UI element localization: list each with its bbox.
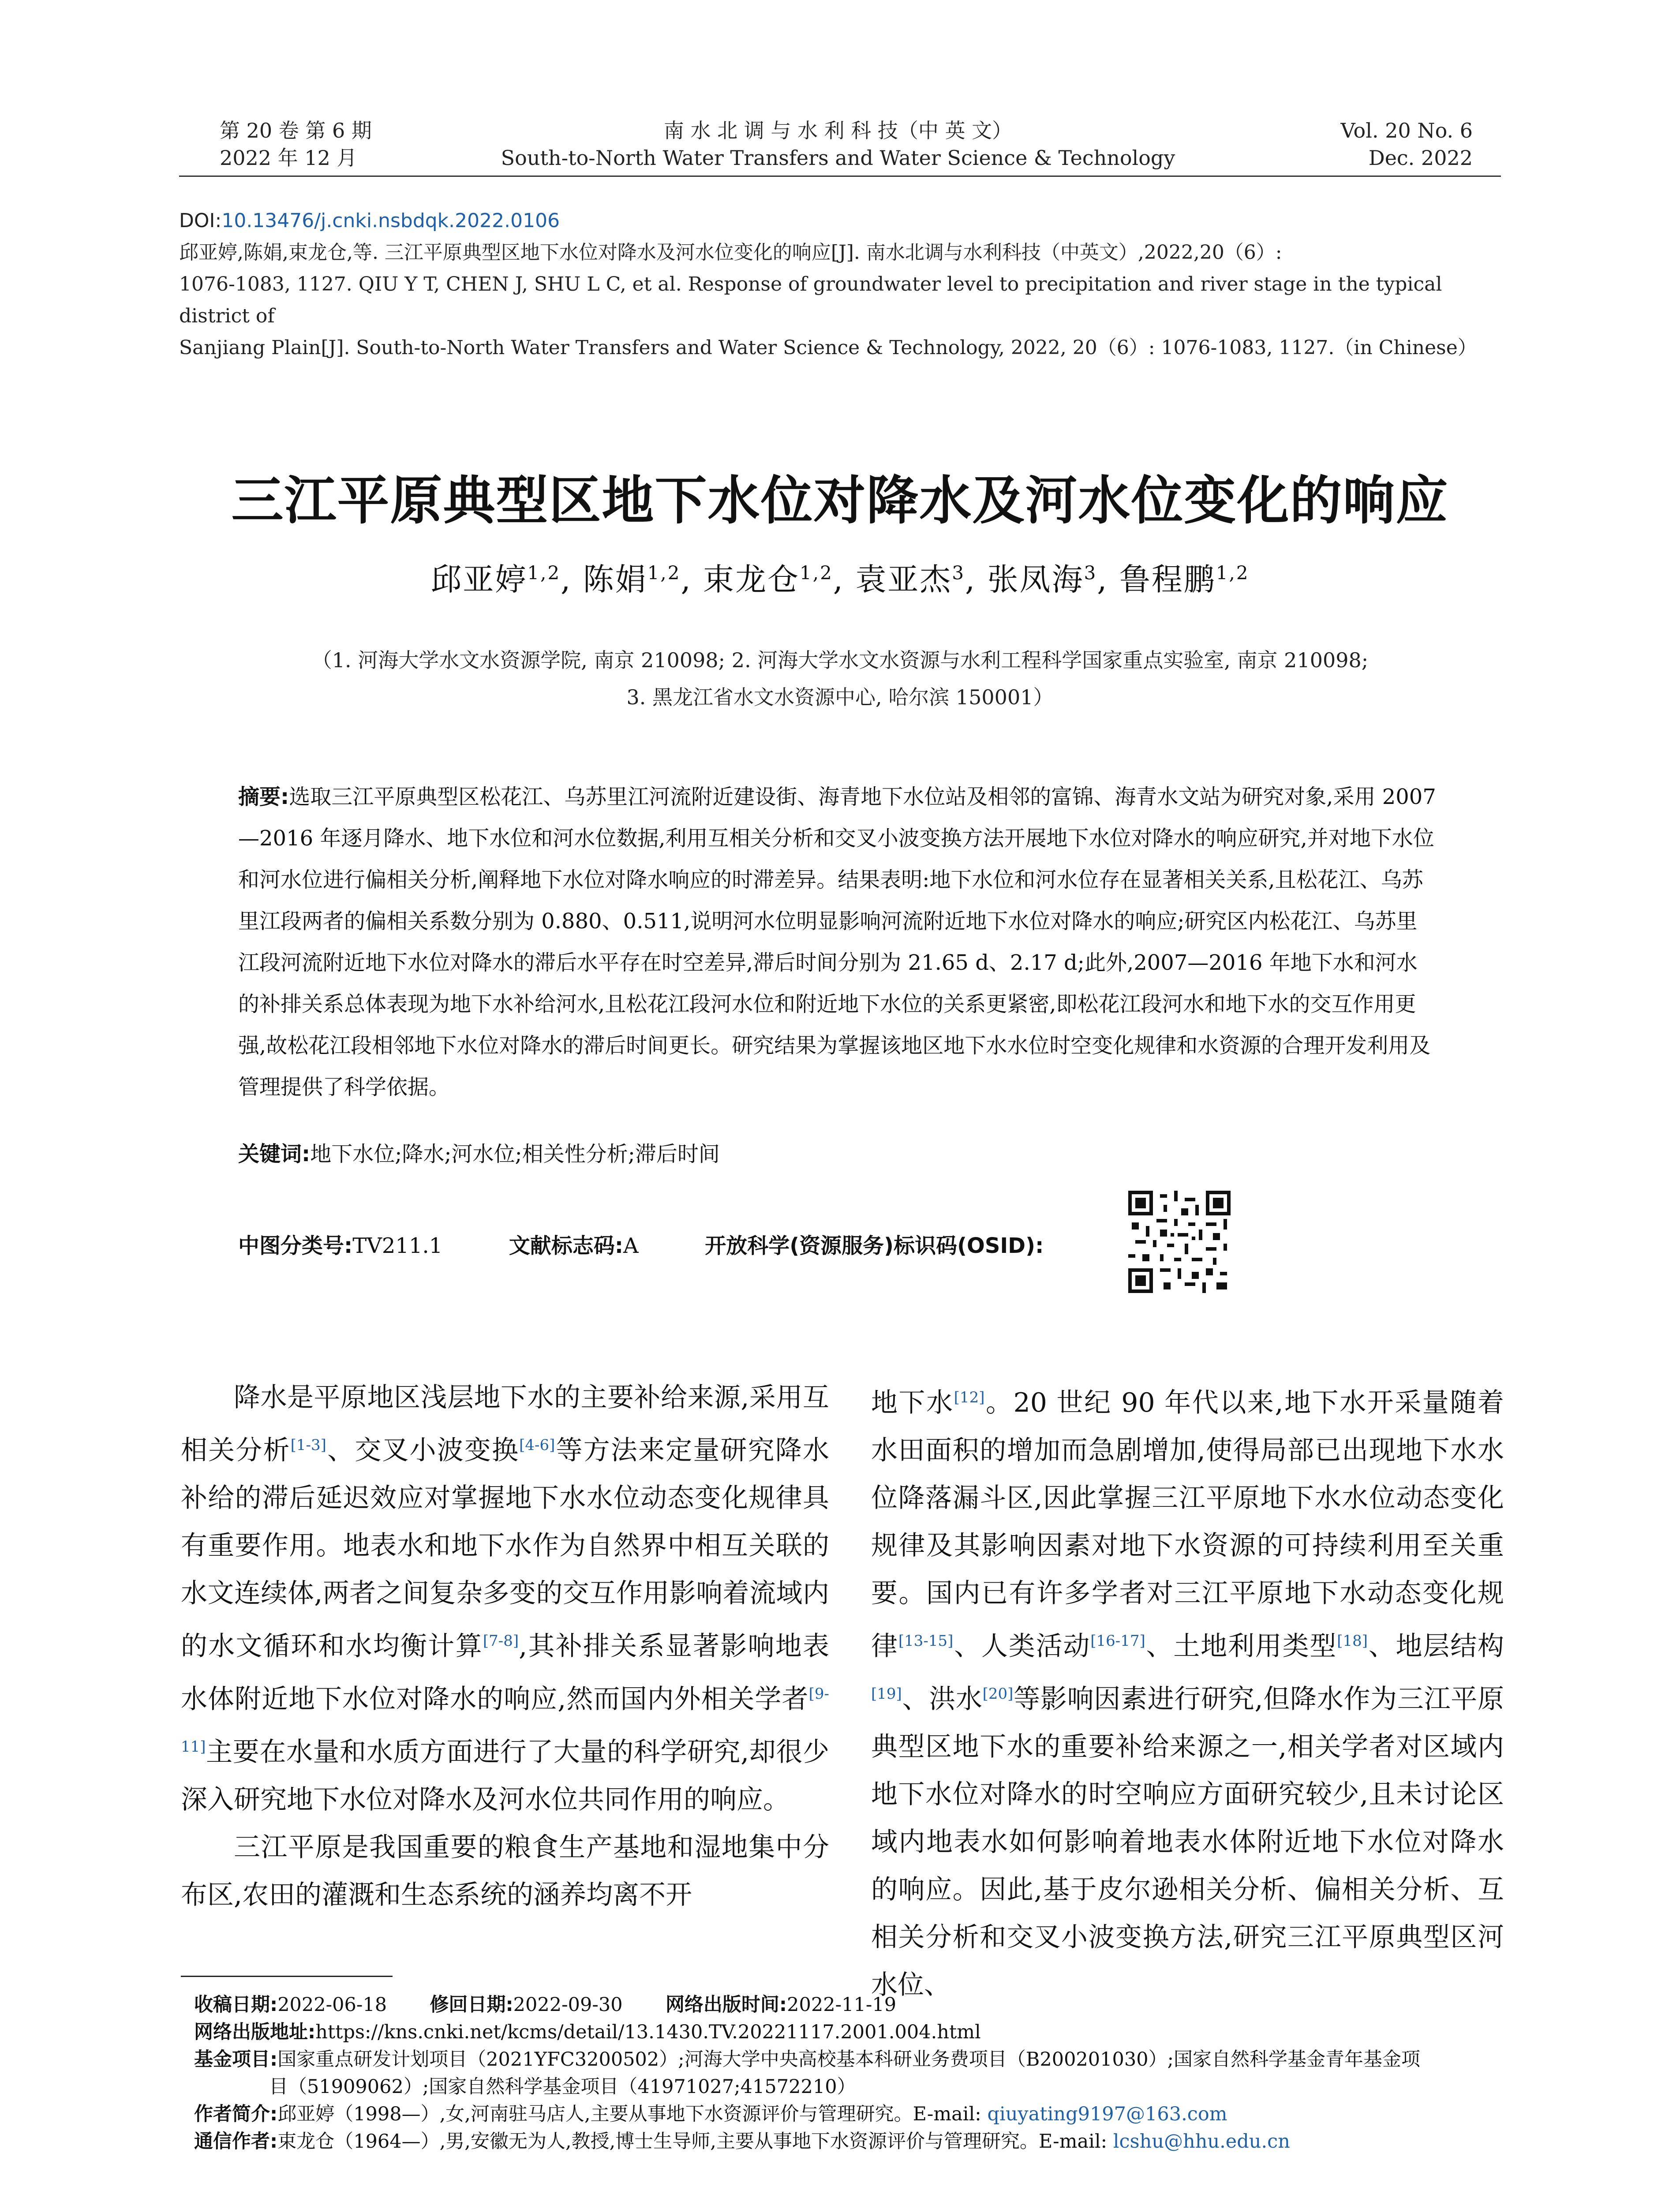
footnote-rule: [181, 1976, 393, 1977]
citation-line-1: 邱亚婷,陈娟,束龙仓,等. 三江平原典型区地下水位对降水及河水位变化的响应[J]. 南水北调与水利科技（中英文）,2022,20（6）:: [179, 241, 1282, 264]
clc-value: TV211.1: [352, 1233, 443, 1258]
body-text: 。20 世纪 90 年代以来,地下水开采量随着水田面积的增加而急剧增加,使得局部已出现地下水水位降落漏斗区,因此掌握三江平原地下水水位动态变化规律及其影响因素对地下水资源的可持续利用至关重要。国内已有许多学者对三江平原地下水动态变化规律: [871, 1387, 1504, 1662]
fund-label: 基金项目:: [194, 2048, 278, 2070]
abstract: [238, 776, 1438, 1108]
header-rule: [179, 176, 1501, 177]
header-date: 2022 年 12 月: [220, 146, 357, 170]
author-name: 袁亚杰: [855, 561, 952, 598]
doc-code-value: A: [623, 1233, 639, 1258]
header-vol-en: [1341, 117, 1473, 172]
clc-label: 中图分类号:: [238, 1233, 353, 1258]
author-bio-label: 作者简介:: [194, 2103, 278, 2125]
citation-ref[interactable]: [9-11]: [181, 1685, 829, 1756]
osid-label: 开放科学(资源服务)标识码(OSID):: [705, 1233, 1044, 1258]
citation-ref[interactable]: [16-17]: [1090, 1632, 1145, 1650]
citation-ref[interactable]: [1-3]: [290, 1436, 326, 1454]
affiliation-line-1: （1. 河海大学水文水资源学院, 南京 210098; 2. 河海大学水文水资源与水利工程科学国家重点实验室, 南京 210098;: [311, 648, 1369, 672]
citation-ref[interactable]: [7-8]: [483, 1632, 519, 1650]
header-volume-issue: 第 20 卷 第 6 期: [220, 119, 372, 142]
corresponding-text: 束龙仓（1964—）,男,安徽无为人,教授,博士生导师,主要从事地下水资源评价与管理研究。E-mail:: [277, 2130, 1113, 2153]
body-text: ,其补排关系显著影响地表水体附近地下水位对降水的响应,然而国内外相关学者: [181, 1631, 830, 1715]
author-affil-sup: 3: [952, 562, 965, 584]
header-journal-en: South-to-North Water Transfers and Water Science & Technology: [501, 146, 1175, 170]
footnote-fund: [194, 2046, 1508, 2073]
author-affil-sup: 1,2: [1216, 562, 1250, 584]
online-date: 2022-11-19: [787, 1994, 897, 2016]
header-vol-no: Vol. 20 No. 6: [1340, 119, 1473, 142]
citation-ref[interactable]: [19]: [871, 1685, 902, 1703]
body-text: 等影响因素进行研究,但降水作为三江平原典型区地下水的重要补给来源之一,相关学者对区域内地下水位对降水的时空响应方面研究较少,且未讨论区域内地表水如何影响着地表水体附近地下水位对降水的响应。因此,基于皮尔逊相关分析、偏相关分析、互相关分析和交叉小波变换方法,研究三江平原典型区河水位、: [871, 1684, 1504, 2000]
abstract-text: 选取三江平原典型区松花江、乌苏里江河流附近建设街、海青地下水位站及相邻的富锦、海青水文站为研究对象,采用 2007—2016 年逐月降水、地下水位和河水位数据,利用互相关分析和交叉小波变换方法开展地下水位对降水的响应研究,并对地下水位和河水位进行偏相关分析,阐释地下水位对降水响应的时滞差异。结果表明:地下水位和河水位存在显著相关关系,且松花江、乌苏里江段两者的偏相关系数分别为 0.880、0.511,说明河水位明显影响河流附近地下水位对降水的响应;研究区内松花江、乌苏里江段河流附近地下水位对降水的滞后水平存在时空差异,滞后时间分别为 21.65 d、2.17 d;此外,2007—2016 年地下水和河水的补排关系总体表现为地下水补给河水,且松花江段河水位和附近地下水位的关系更紧密,即松花江段河水和地下水的交互作用更强,故松花江段相邻地下水位对降水的滞后时间更长。研究结果为掌握该地区地下水水位时空变化规律和水资源的合理开发利用及管理提供了科学依据。: [238, 785, 1436, 1099]
author-affil-sup: 1,2: [647, 562, 681, 584]
affiliations: [0, 642, 1680, 716]
author-name: 张凤海: [987, 561, 1084, 598]
body-text: 等方法来定量研究降水补给的滞后延迟效应对掌握地下水水位动态变化规律具有重要作用。地表水和地下水作为自然界中相互关联的水文连续体,两者之间复杂多变的交互作用影响着流域内的水文循环和水均衡计算: [181, 1435, 829, 1662]
revised-date: 2022-09-30: [513, 1994, 623, 2016]
paper-title: 三江平原典型区地下水位对降水及河水位变化的响应: [231, 470, 1449, 531]
body-paragraph: [871, 1374, 1504, 2009]
revised-label: 修回日期:: [430, 1994, 513, 2016]
header-volume: [220, 117, 372, 172]
body-text: 、人类活动: [953, 1631, 1091, 1662]
body-text: 、土地利用类型: [1145, 1631, 1337, 1662]
body-column-left: [181, 1374, 829, 1919]
citation-ref[interactable]: [4-6]: [519, 1436, 555, 1454]
author-affil-sup: 1,2: [527, 562, 561, 584]
body-text: 、洪水: [902, 1684, 983, 1715]
footnotes: [194, 1991, 1508, 2155]
footnote-author: [194, 2100, 1508, 2128]
abstract-label: 摘要:: [238, 785, 289, 809]
body-paragraph: [181, 1374, 829, 1824]
author-name: 陈娟: [583, 561, 647, 598]
citation-block: [179, 205, 1502, 364]
affiliation-line-2: 3. 黑龙江省水文水资源中心, 哈尔滨 150001）: [626, 685, 1054, 709]
doi-label: DOI:: [179, 209, 222, 232]
footnote-fund-cont: 目（51909062）;国家自然科学基金项目（41971027;41572210）: [269, 2076, 856, 2098]
body-text: 、交叉小波变换: [326, 1435, 520, 1466]
url-label: 网络出版地址:: [194, 2021, 316, 2043]
header-journal: [485, 117, 1191, 172]
author-name: 鲁程鹏: [1119, 561, 1216, 598]
author-bio-text: 邱亚婷（1998—）,女,河南驻马店人,主要从事地下水资源评价与管理研究。E-mail:: [277, 2103, 988, 2125]
author-name: 束龙仓: [703, 561, 800, 598]
author-affil-sup: 1,2: [800, 562, 833, 584]
received-label: 收稿日期:: [194, 1994, 278, 2016]
footnote-url: [194, 2018, 1508, 2046]
body-paragraph: 三江平原是我国重要的粮食生产基地和湿地集中分布区,农田的灌溉和生态系统的涵养均离不开: [181, 1832, 829, 1910]
footnote-corresponding: [194, 2128, 1508, 2155]
citation-ref[interactable]: [20]: [982, 1685, 1014, 1703]
online-label: 网络出版时间:: [665, 1994, 787, 2016]
doi-line: [179, 205, 1502, 237]
body-column-right: [871, 1374, 1504, 2009]
author-affil-sup: 3: [1084, 562, 1097, 584]
corresponding-label: 通信作者:: [194, 2130, 278, 2153]
header-journal-cn: 南 水 北 调 与 水 利 科 技（中 英 文）: [663, 119, 1013, 142]
online-url[interactable]: https://kns.cnki.net/kcms/detail/13.1430.TV.20221117.2001.004.html: [315, 2021, 981, 2043]
author-email-link[interactable]: qiuyating9197@163.com: [987, 2103, 1227, 2125]
citation-ref[interactable]: [18]: [1337, 1632, 1368, 1650]
keywords: [238, 1133, 1438, 1175]
footnote-dates: [194, 1991, 1508, 2018]
body-text: 降水是平原地区浅层地下水的主要补给来源,采用互相关分析: [181, 1382, 829, 1466]
citation-ref[interactable]: [13-15]: [898, 1632, 954, 1650]
header-date-en: Dec. 2022: [1368, 146, 1473, 170]
citation-ref[interactable]: [12]: [954, 1389, 985, 1406]
received-date: 2022-06-18: [277, 1994, 387, 2016]
fund-text: 国家重点研发计划项目（2021YFC3200502）;河海大学中央高校基本科研业务费项目（B200201030）;国家自然科学基金青年基金项: [277, 2048, 1421, 2070]
classification-row: [238, 1230, 1044, 1261]
keywords-text: 地下水位;降水;河水位;相关性分析;滞后时间: [310, 1142, 720, 1166]
citation-line-3: Sanjiang Plain[J]. South-to-North Water Transfers and Water Science & Technology, 2022, 20（6）: 1076-1083, 1127.（in Chinese）: [179, 336, 1477, 359]
keywords-label: 关键词:: [238, 1142, 311, 1166]
author-name: 邱亚婷: [430, 561, 528, 598]
doc-code-label: 文献标志码:: [509, 1233, 624, 1258]
qr-code-icon[interactable]: [1128, 1191, 1231, 1293]
body-text: 地下水: [871, 1387, 954, 1418]
citation-line-2: 1076-1083, 1127. QIU Y T, CHEN J, SHU L C, et al. Response of groundwater level to precipitation and river stage in the typical district of: [179, 273, 1442, 327]
body-text: 、地层结构: [1368, 1631, 1504, 1662]
author-list: 邱亚婷$^{1,2}$, 陈娟$^{1,2}$, 束龙仓$^{1,2}$, 袁亚杰$^3$, 张凤海$^3$, 鲁程鹏$^{1,2}$: [430, 561, 1250, 598]
doi-link[interactable]: 10.13476/j.cnki.nsbdqk.2022.0106: [221, 209, 560, 232]
body-text: 主要在水量和水质方面进行了大量的科学研究,却很少深入研究地下水位对降水及河水位共同作用的响应。: [181, 1737, 829, 1815]
corresponding-email-link[interactable]: lcshu@hhu.edu.cn: [1113, 2130, 1290, 2153]
